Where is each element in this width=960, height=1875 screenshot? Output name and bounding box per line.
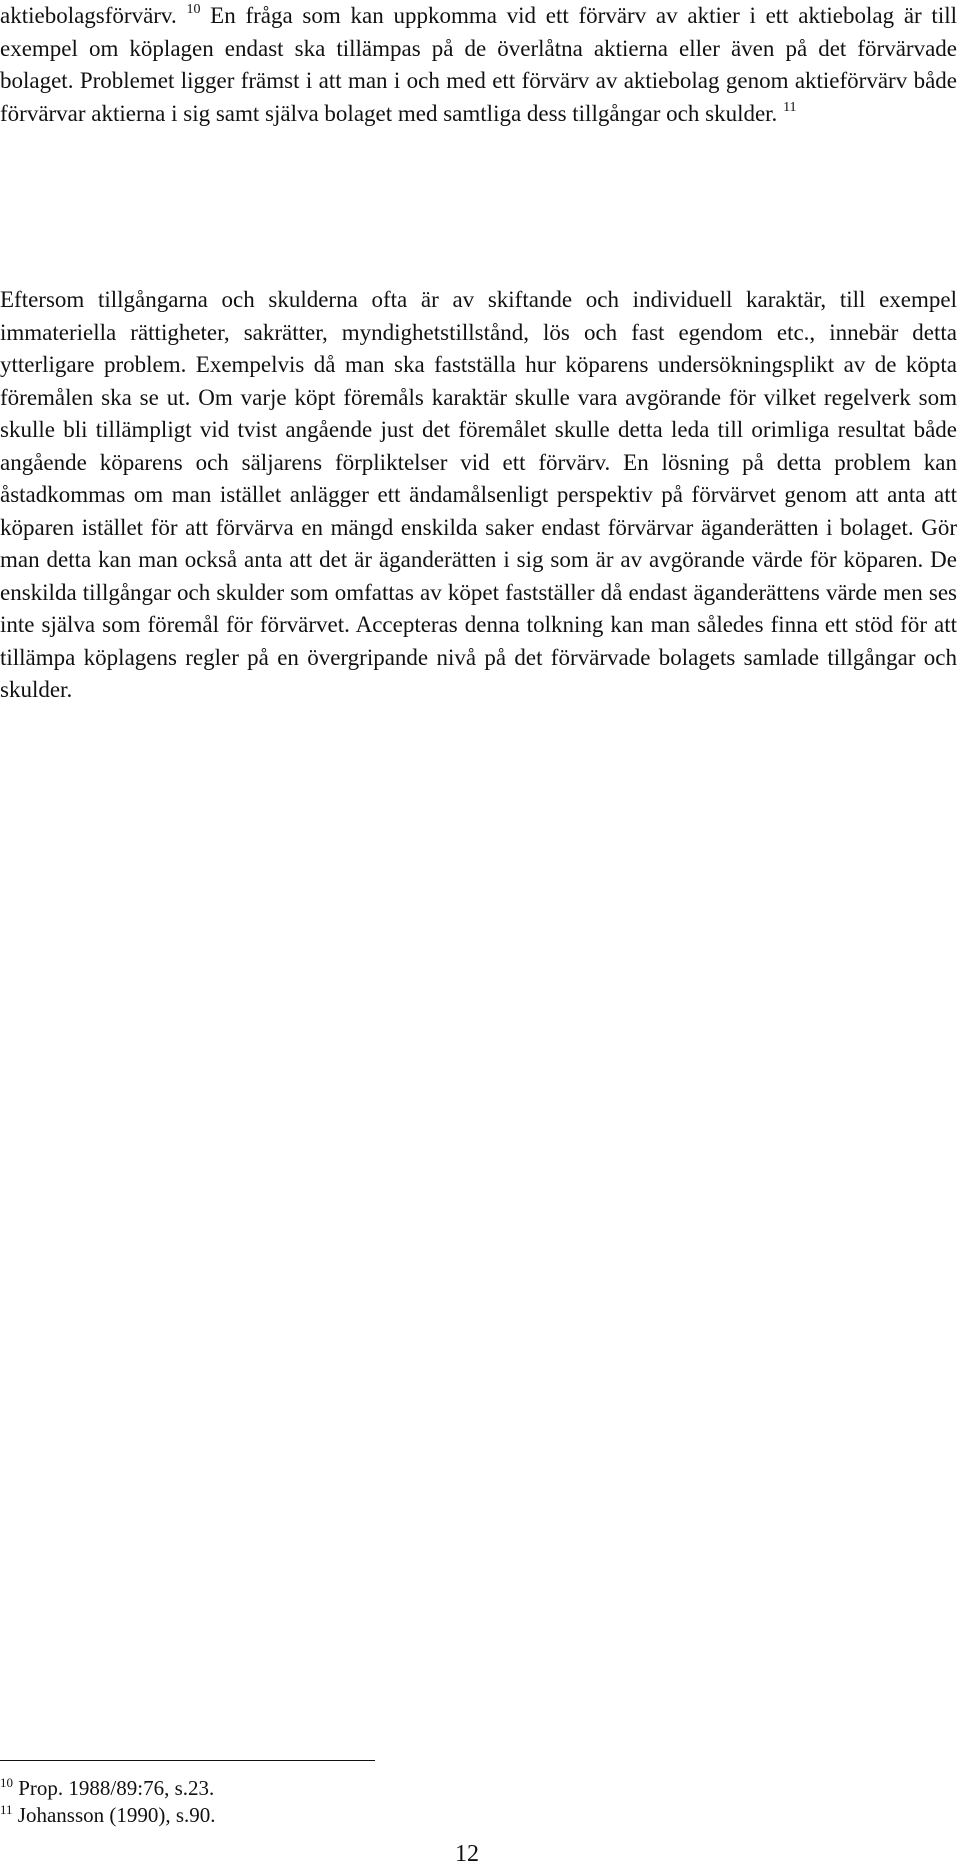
footnote-10 xyxy=(0,1775,214,1801)
footnote-text: Prop. 1988/89:76, s.23. xyxy=(13,1776,215,1800)
footnote-text: Johansson (1990), s.90. xyxy=(12,1803,216,1827)
page-number: 12 xyxy=(455,1841,479,1867)
footnote-reference: 10 xyxy=(186,2,201,17)
body-paragraph-2 xyxy=(0,284,957,707)
paragraph-text: En fråga som kan uppkomma vid ett förvärv av aktier i ett aktiebolag är till exempel om köplagen endast ska tillämpas på de överlåtna aktierna eller även på det förvärvade bolaget. Problemet ligger främst i att man i och med ett förvärv av aktiebolag genom aktieförvärv både förvärvar aktierna i sig samt själva bolaget med samtliga dess tillgångar och skulder. xyxy=(0,3,957,126)
footnote-number: 11 xyxy=(0,1802,13,1817)
body-paragraph-1 xyxy=(0,0,957,130)
footnote-separator xyxy=(0,1760,375,1761)
paragraph-text: aktiebolagsförvärv. xyxy=(0,3,187,28)
footnote-number: 10 xyxy=(0,1775,13,1790)
footnote-11 xyxy=(0,1802,216,1828)
footnote-reference: 11 xyxy=(783,99,797,115)
paragraph-text: Eftersom tillgångarna och skulderna ofta är av skiftande och individuell karaktär, till exempel immateriella rättigheter, sakrätter, myndighetstillstånd, lös och fast egendom etc., innebär detta ytterligare problem. Exempelvis då man ska fastställa hur köparens undersökningsplikt av de köpta föremålen ska se ut. Om varje köpt föremåls karaktär skulle vara avgörande för vilket regelverk som skulle bli tillämpligt vid tvist angående just det föremålet skulle detta leda till orimliga resultat både angående köparens och säljarens förpliktelser vid ett förvärv. En lösning på detta problem kan åstadkommas om man istället anlägger ett ändamålsenligt perspektiv på förvärvet genom att anta att köparen istället för att förvärva en mängd enskilda saker endast förvärvar äganderätten i bolaget. Gör man detta kan man också anta att det är äganderätten i sig som är av avgörande värde för köparen. De enskilda tillgångar och skulder som omfattas av köpet fastställer då endast äganderättens värde men ses inte själva som föremål för förvärvet. Accepteras denna tolkning kan man således finna ett stöd för att tillämpa köplagens regler på en övergripande nivå på det förvärvade bolagets samlade tillgångar och skulder. xyxy=(0,287,957,702)
